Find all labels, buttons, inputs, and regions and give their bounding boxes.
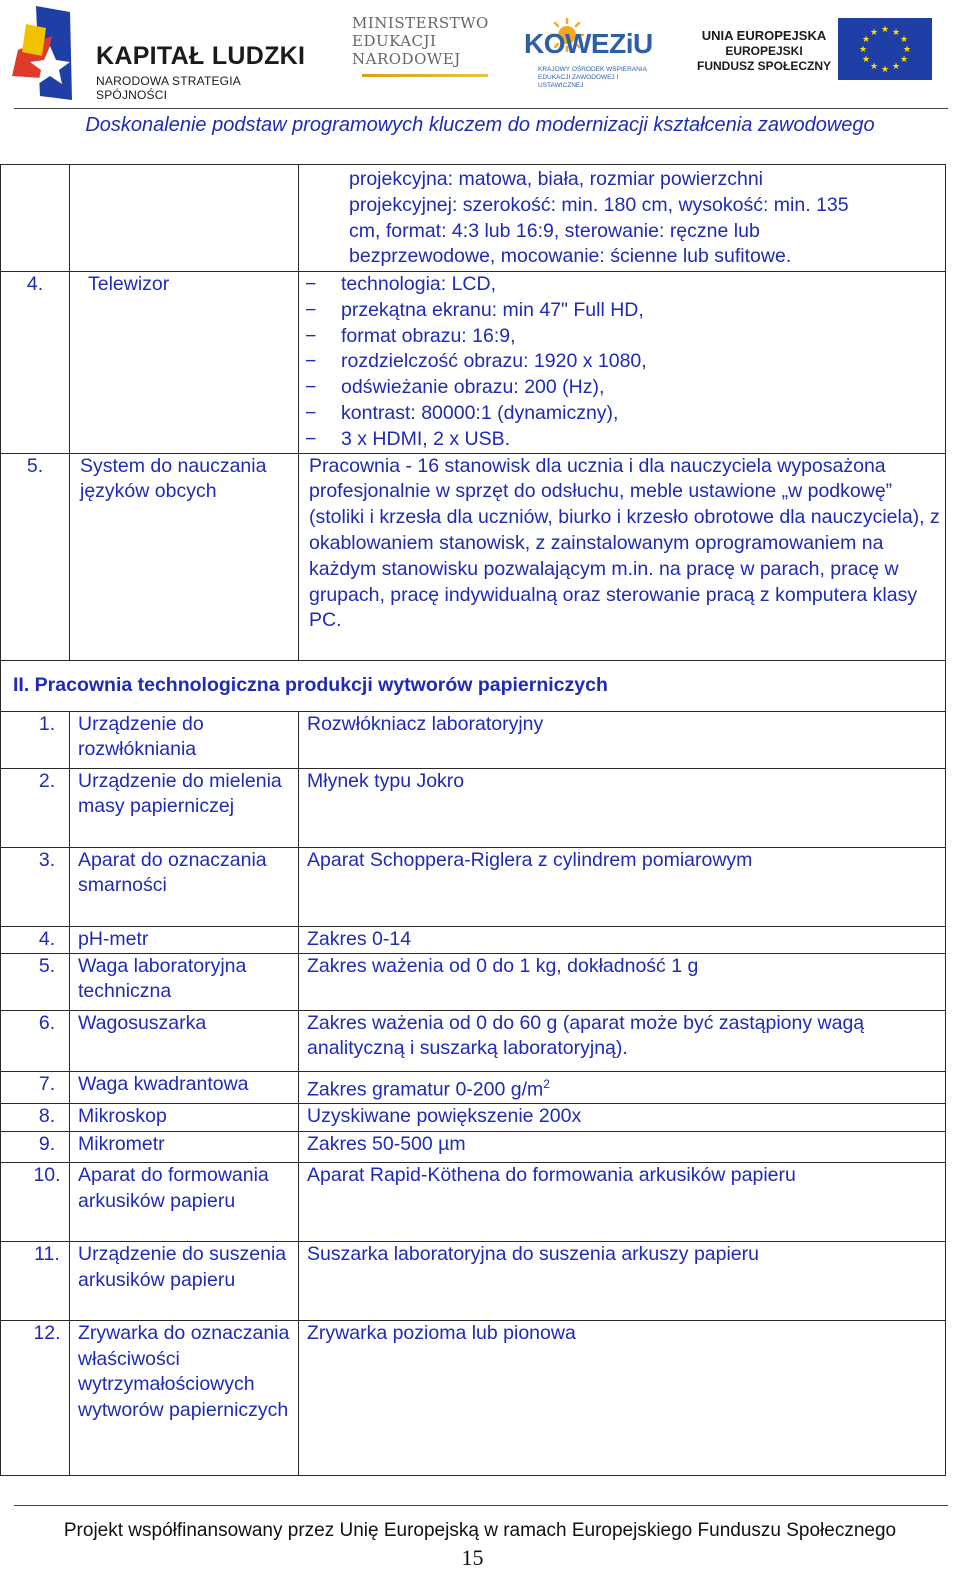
eu-line-3: FUNDUSZ SPOŁECZNY: [696, 59, 831, 73]
continuation-line: projekcyjna: matowa, biała, rozmiar powierzchni: [349, 168, 764, 190]
row-name: Aparat do oznaczania smarności: [78, 848, 267, 897]
kapital-ludzki-subtitle: NARODOWA STRATEGIA SPÓJNOŚCI: [96, 74, 241, 102]
row-number: 11.: [34, 1242, 60, 1265]
spec-item: − odświeżanie obrazu: 200 (Hz),: [299, 375, 945, 401]
row-description: Zakres 50-500 µm: [307, 1132, 466, 1155]
row-name: Telewizor: [88, 273, 170, 295]
svg-text:★: ★: [891, 28, 901, 38]
eu-line-2: EUROPEJSKI: [725, 44, 803, 58]
row-description: Zakres ważenia od 0 do 1 kg, dokładność 1 g: [307, 954, 699, 977]
svg-text:★: ★: [858, 45, 868, 55]
row-description: Suszarka laboratoryjna do suszenia arkuszy papieru: [307, 1242, 759, 1265]
row-number: 5.: [38, 954, 56, 977]
row-number: 6.: [38, 1011, 56, 1034]
kowezu-subtitle: KRAJOWY OŚRODEK WSPIERANIA EDUKACJI ZAWODOWEJ I USTAWICZNEJ: [538, 66, 647, 89]
kowezu-logo: [522, 16, 653, 96]
row-number: 12.: [33, 1321, 61, 1344]
row-number: 5.: [26, 454, 44, 477]
footer-divider: [14, 1505, 948, 1506]
row-name: System do nauczania języków obcych: [80, 454, 267, 503]
row-name: Urządzenie do rozwłókniania: [78, 712, 204, 761]
row-name: Zrywarka do oznaczania właściwości wytrzymałościowych wytworów papierniczych: [78, 1321, 290, 1422]
kapital-ludzki-flag-icon: [12, 6, 92, 102]
spec-item: − rozdzielczość obrazu: 1920 x 1080,: [299, 349, 945, 375]
row-description: Młynek typu Jokro: [307, 769, 465, 792]
table-row-continuation: [1, 165, 946, 272]
table-row: [1, 1010, 946, 1071]
spec-item: − przekątna ekranu: min 47" Full HD,: [299, 298, 945, 324]
row-description: Zakres ważenia od 0 do 60 g (aparat może być zastąpiony wagą analityczną i suszarką laboratoryjną).: [307, 1011, 865, 1060]
table-row: [1, 926, 946, 953]
row-name: pH-metr: [78, 927, 149, 950]
row-number: 8.: [38, 1104, 56, 1127]
table-row: [1, 953, 946, 1010]
row-number: 4.: [38, 927, 56, 950]
section-title: II. Pracownia technologiczna produkcji wytworów papierniczych: [1, 660, 946, 711]
row-number: 4.: [26, 273, 44, 295]
row-description: Uzyskiwane powiększenie 200x: [307, 1104, 582, 1127]
header-divider: [14, 108, 948, 109]
table-row: [1, 1103, 946, 1131]
row-number: 2.: [38, 769, 56, 792]
table-row: [1, 1162, 946, 1241]
page-number: 15: [461, 1545, 484, 1570]
superscript: 2: [543, 1076, 550, 1091]
row-number: 10.: [33, 1163, 61, 1186]
svg-text:★: ★: [869, 62, 879, 72]
row-name: Wagosuszarka: [78, 1011, 207, 1034]
table-row: [1, 1131, 946, 1162]
kapital-ludzki-title: KAPITAŁ LUDZKI: [96, 42, 306, 70]
table-row: [1, 1241, 946, 1320]
row-name: Waga kwadrantowa: [78, 1072, 249, 1095]
row-name: Aparat do formowania arkusików papieru: [78, 1163, 269, 1212]
svg-text:★: ★: [880, 65, 890, 75]
spec-item: − technologia: LCD,: [299, 272, 945, 298]
spec-item: − format obrazu: 16:9,: [299, 324, 945, 350]
row-description: Pracownia - 16 stanowisk dla ucznia i dla nauczyciela wyposażona profesjonalnie w sprzęt do odsłuchu, meble ustawione „w podkowę” (stoliki i krzesła dla uczniów, biurko i krzesło obrotowe dla nauczyciela), z okablowaniem stanowisk, z zainstalowanym oprogramowaniem na każdym stanowisku pozwalającym m.in. na pracę w parach, pracę w grupach, pracę indywidualną oraz sterowanie pracą z komputera klasy PC.: [309, 454, 940, 632]
television-spec-list: [299, 272, 945, 453]
row-description: Rozwłókniacz laboratoryjny: [307, 712, 544, 735]
svg-text:★: ★: [899, 55, 909, 65]
table-row-language-system: [1, 453, 946, 660]
row-name: Mikrometr: [78, 1132, 165, 1155]
row-description: Zakres 0-14: [307, 927, 412, 950]
row-name: Urządzenie do suszenia arkusików papieru: [78, 1242, 287, 1291]
ministry-line-1: MINISTERSTWO: [352, 14, 489, 32]
equipment-table: [0, 164, 946, 1476]
ministry-logo: [352, 14, 502, 94]
row-name: Waga laboratoryjna techniczna: [78, 954, 247, 1003]
svg-text:★: ★: [880, 25, 890, 35]
svg-text:★: ★: [899, 35, 909, 45]
svg-text:★: ★: [861, 35, 871, 45]
continuation-line: projekcyjnej: szerokość: min. 180 cm, wysokość: min. 135: [349, 193, 849, 216]
spec-item: − kontrast: 80000:1 (dynamiczny),: [299, 401, 945, 427]
row-number: 1.: [38, 712, 56, 735]
project-title: Doskonalenie podstaw programowych kluczem do modernizacji kształcenia zawodowego: [85, 114, 875, 136]
spec-item: − 3 x HDMI, 2 x USB.: [299, 427, 945, 453]
table-row: [1, 847, 946, 926]
row-description: [299, 1072, 945, 1103]
row-description: Zrywarka pozioma lub pionowa: [307, 1321, 576, 1344]
table-row: [1, 768, 946, 847]
svg-text:★: ★: [891, 62, 901, 72]
row-description: Aparat Schoppera-Riglera z cylindrem pomiarowym: [307, 848, 753, 871]
section-header-row: [1, 660, 946, 711]
table-row: [1, 711, 946, 768]
eu-line-1: UNIA EUROPEJSKA: [701, 28, 827, 43]
svg-text:★: ★: [869, 28, 879, 38]
table-row: [1, 1071, 946, 1103]
eu-flag-icon: [838, 18, 932, 80]
ministry-underline: [362, 74, 488, 77]
svg-text:★: ★: [902, 45, 912, 55]
kowezu-name: KOWEZiU: [524, 28, 653, 59]
row-number: 3.: [38, 848, 56, 871]
row-name: Mikroskop: [78, 1104, 167, 1127]
kapital-ludzki-logo: [12, 6, 312, 102]
eu-logo: [694, 18, 944, 88]
row-number: 7.: [38, 1072, 56, 1095]
table-row-television: [1, 272, 946, 454]
footer-text: Projekt współfinansowany przez Unię Europejską w ramach Europejskiego Funduszu Społecznego: [63, 1520, 897, 1541]
ministry-line-2: EDUKACJI: [352, 32, 437, 50]
table-row: [1, 1320, 946, 1475]
row-name: Urządzenie do mielenia masy papierniczej: [78, 769, 282, 818]
row-number: 9.: [38, 1132, 56, 1155]
continuation-line: bezprzewodowe, mocowanie: ścienne lub sufitowe.: [349, 245, 792, 268]
row-description: Aparat Rapid-Köthena do formowania arkusików papieru: [307, 1163, 796, 1186]
svg-text:★: ★: [861, 55, 871, 65]
continuation-line: cm, format: 4:3 lub 16:9, sterowanie: ręczne lub: [349, 219, 760, 242]
header-logos: [0, 0, 960, 108]
ministry-line-3: NARODOWEJ: [352, 50, 461, 68]
row-description-text: Zakres gramatur 0-200 g/m: [307, 1078, 544, 1101]
